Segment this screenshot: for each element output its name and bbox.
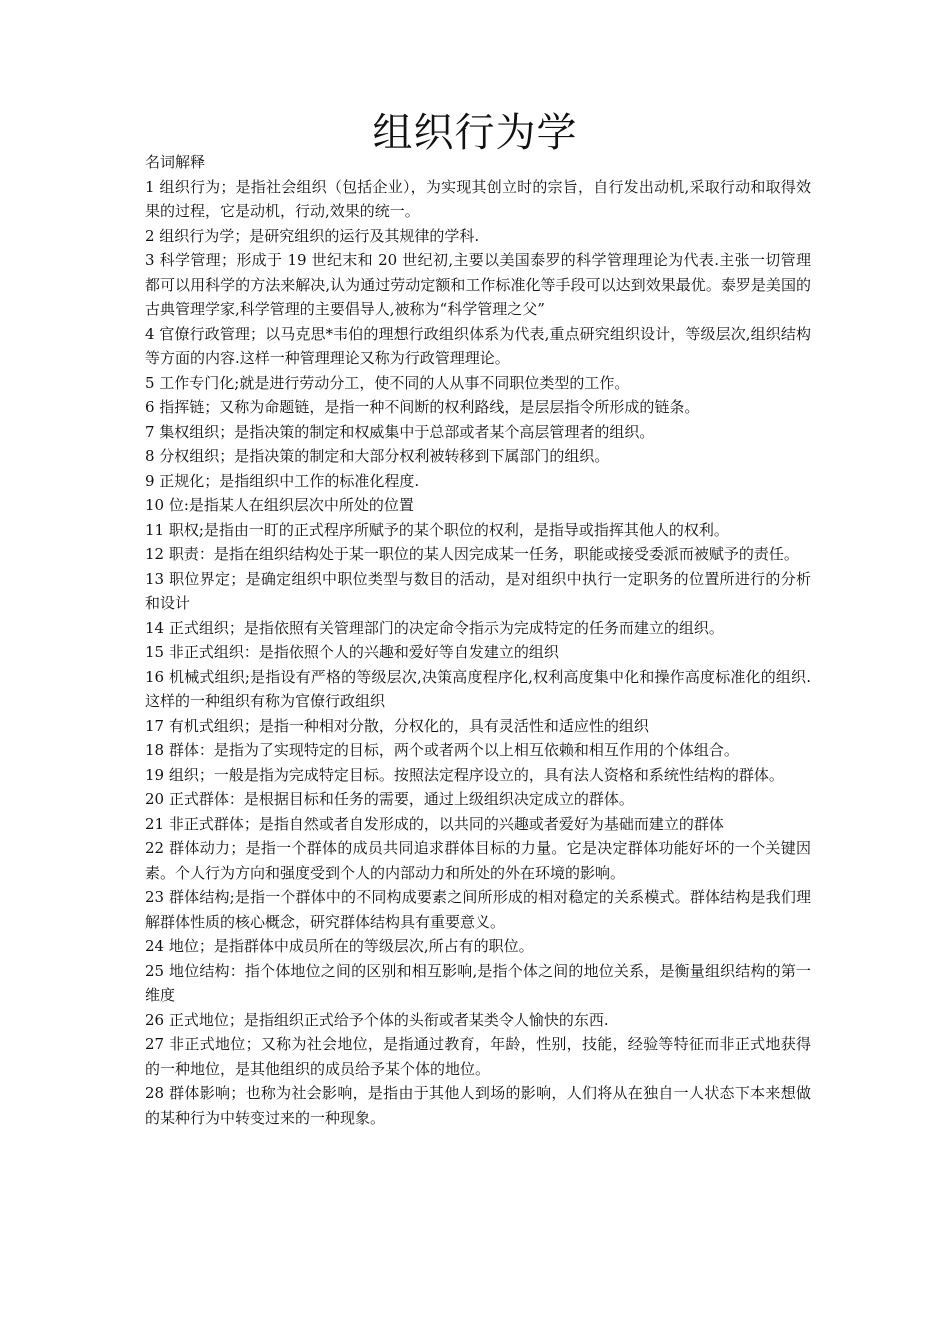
glossary-entry: 19 组织；一般是指为完成特定目标。按照法定程序设立的，具有法人资格和系统性结构的群体。 bbox=[145, 765, 784, 784]
document-body bbox=[145, 150, 811, 1130]
glossary-entry: 21 非正式群体；是指自然或者自发形成的，以共同的兴趣或者爱好为基础而建立的群体 bbox=[145, 814, 724, 833]
glossary-entry: 1 组织行为；是指社会组织（包括企业），为实现其创立时的宗旨，自行发出动机,采取行动和取得效果的过程，它是动机，行动,效果的统一。 bbox=[145, 177, 811, 220]
glossary-entry: 15 非正式组织：是指依照个人的兴趣和爱好等自发建立的组织 bbox=[145, 643, 559, 661]
glossary-entry: 8 分权组织；是指决策的制定和大部分权利被转移到下属部门的组织。 bbox=[145, 447, 610, 465]
glossary-entry: 16 机械式组织;是指设有严格的等级层次,决策高度程序化,权利高度集中化和操作高度标准化的组织.这样的一种组织有称为官僚行政组织 bbox=[145, 667, 811, 710]
glossary-entry: 17 有机式组织；是指一种相对分散，分权化的，具有灵活性和适应性的组织 bbox=[145, 716, 649, 735]
glossary-entry: 14 正式组织；是指依照有关管理部门的决定命令指示为完成特定的任务而建立的组织。 bbox=[145, 618, 724, 637]
glossary-entry: 5 工作专门化;就是进行劳动分工，使不同的人从事不同职位类型的工作。 bbox=[145, 373, 630, 392]
glossary-entry: 18 群体：是指为了实现特定的目标，两个或者两个以上相互依赖和相互作用的个体组合。 bbox=[145, 741, 739, 759]
glossary-entry: 25 地位结构：指个体地位之间的区别和相互影响,是指个体之间的地位关系，是衡量组织结构的第一维度 bbox=[145, 961, 811, 1004]
glossary-entry: 11 职权;是指由一盯的正式程序所赋予的某个职位的权利，是指导或指挥其他人的权利。 bbox=[145, 520, 729, 539]
glossary-entry-list bbox=[145, 175, 811, 1131]
glossary-entry: 3 科学管理；形成于 19 世纪末和 20 世纪初,主要以美国泰罗的科学管理理论为代表.主张一切管理都可以用科学的方法来解决,认为通过劳动定额和工作标准化等手段可以达到效果最优。泰罗是美国的古典管理学家,科学管理的主要倡导人,被称为“科学管理之父” bbox=[145, 251, 811, 318]
glossary-entry: 4 官僚行政管理；以马克思*韦伯的理想行政组织体系为代表,重点研究组织设计，等级层次,组织结构等方面的内容.这样一种管理理论又称为行政管理理论。 bbox=[145, 324, 811, 367]
glossary-entry: 13 职位界定；是确定组织中职位类型与数目的活动，是对组织中执行一定职务的位置所进行的分析和设计 bbox=[145, 569, 811, 612]
glossary-entry: 27 非正式地位；又称为社会地位，是指通过教育，年龄，性别，技能，经验等特征而非正式地获得的一种地位，是其他组织的成员给予某个体的地位。 bbox=[145, 1035, 811, 1078]
glossary-entry: 24 地位；是指群体中成员所在的等级层次,所占有的职位。 bbox=[145, 937, 534, 955]
glossary-entry: 23 群体结构;是指一个群体中的不同构成要素之间所形成的相对稳定的关系模式。群体结构是我们理解群体性质的核心概念，研究群体结构具有重要意义。 bbox=[145, 888, 811, 931]
glossary-entry: 28 群体影响；也称为社会影响，是指由于其他人到场的影响，人们将从在独自一人状态下本来想做的某种行为中转变过来的一种现象。 bbox=[145, 1084, 811, 1127]
glossary-entry: 26 正式地位；是指组织正式给予个体的头衔或者某类令人愉快的东西. bbox=[145, 1010, 609, 1029]
document-title: 组织行为学 bbox=[372, 109, 578, 156]
glossary-entry: 7 集权组织；是指决策的制定和权威集中于总部或者某个高层管理者的组织。 bbox=[145, 422, 655, 441]
section-heading: 名词解释 bbox=[145, 153, 206, 171]
glossary-entry: 10 位:是指某人在组织层次中所处的位置 bbox=[145, 496, 414, 514]
glossary-entry: 22 群体动力；是指一个群体的成员共同追求群体目标的力量。它是决定群体功能好坏的一个关键因素。个人行为方向和强度受到个人的内部动力和所处的外在环境的影响。 bbox=[145, 839, 811, 882]
glossary-entry: 2 组织行为学；是研究组织的运行及其规律的学科. bbox=[145, 226, 480, 245]
glossary-entry: 12 职责：是指在组织结构处于某一职位的某人因完成某一任务，职能或接受委派而被赋予的责任。 bbox=[145, 545, 799, 563]
glossary-entry: 20 正式群体：是根据目标和任务的需要，通过上级组织决定成立的群体。 bbox=[145, 790, 634, 808]
glossary-entry: 6 指挥链；又称为命题链，是指一种不间断的权利路线，是层层指令所形成的链条。 bbox=[145, 398, 700, 416]
glossary-entry: 9 正规化；是指组织中工作的标准化程度. bbox=[145, 471, 420, 490]
